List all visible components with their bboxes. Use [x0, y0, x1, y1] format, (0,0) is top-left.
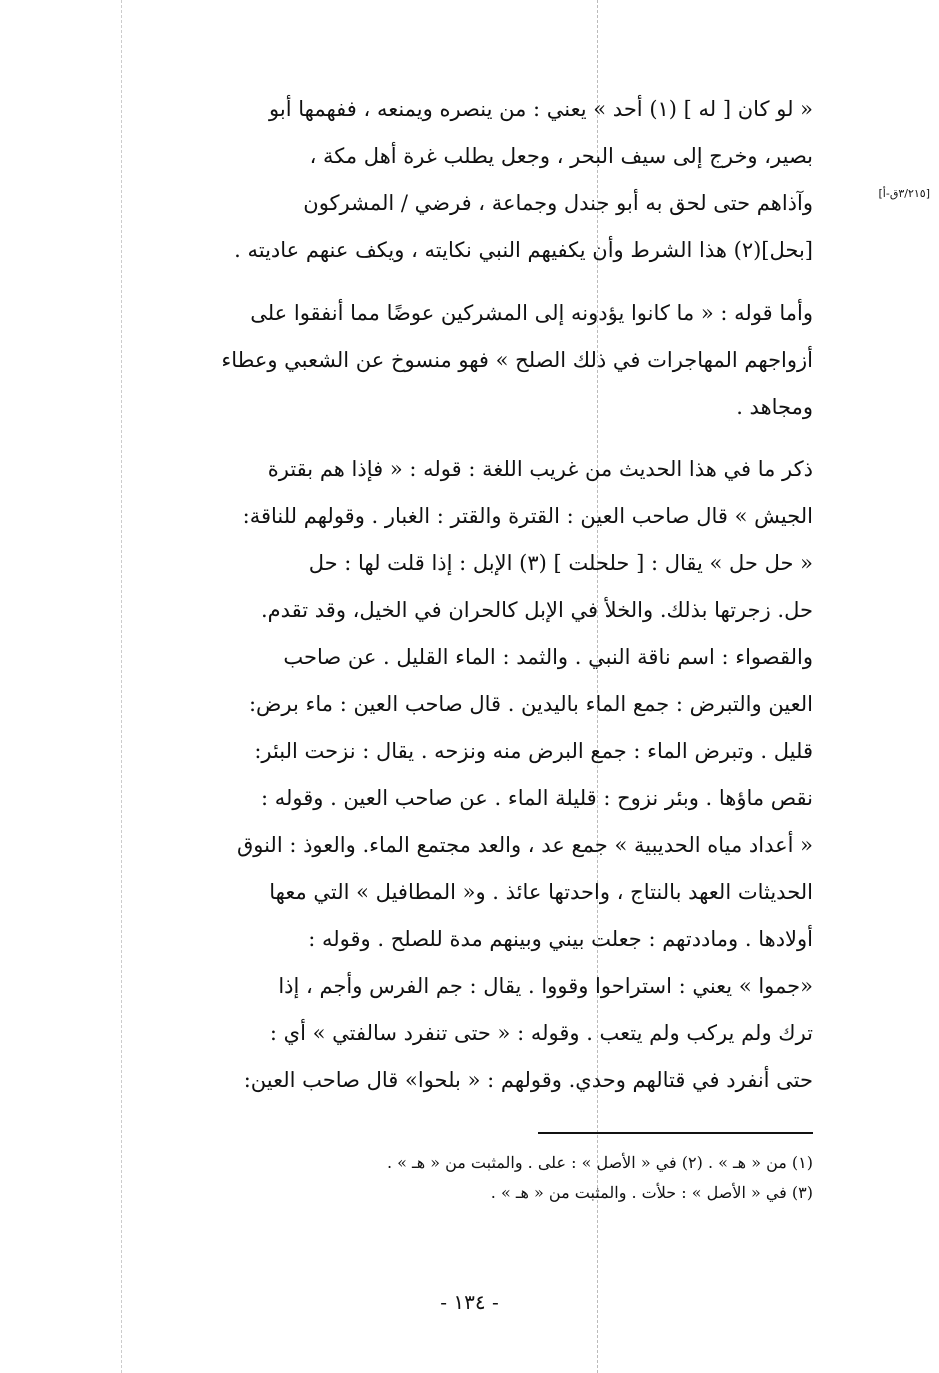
- text-line: حل. زجرتها بذلك. والخلأ في الإبل كالحران في الخيل، وقد تقدم.: [260, 598, 813, 622]
- footnotes: [180, 1148, 813, 1208]
- text-line: أولادها . وماددتهم : جعلت بيني وبينهم مدة للصلح . وقوله :: [308, 927, 813, 951]
- text-line: الجيش » قال صاحب العين : القترة والقتر : الغبار . وقولهم للناقة:: [242, 504, 813, 528]
- text-line: قليل . وتبرض الماء : جمع البرض منه ونزحه . يقال : نزحت البئر:: [254, 739, 813, 763]
- page-number: - ١٣٤ -: [440, 1290, 499, 1314]
- text-line: أزواجهم المهاجرات في ذلك الصلح » فهو منسوخ عن الشعبي وعطاء: [221, 348, 813, 372]
- text-line: ذكر ما في هذا الحديث من غريب اللغة : قوله : « فإذا هم بقترة: [267, 457, 813, 481]
- text-line: وأما قوله : « ما كانوا يؤدونه إلى المشركين عوضًا مما أنفقوا على: [250, 301, 813, 325]
- text-line: «جموا » يعني : استراحوا وقووا . يقال : جم الفرس وأجم ، إذا: [278, 974, 813, 998]
- footnote-line: (١) من « هـ » . (٢) في « الأصل » : على . والمثبت من « هـ » .: [386, 1153, 813, 1172]
- text-line: ومجاهد .: [736, 395, 813, 419]
- text-line: والقصواء : اسم ناقة النبي . والثمد : الماء القليل . عن صاحب: [283, 645, 813, 669]
- text-line: وآذاهم حتى لحق به أبو جندل وجماعة ، فرضي / المشركون: [303, 191, 813, 215]
- text-line: ترك ولم يركب ولم يتعب . وقوله : « حتى تنفرد سالفتي » أي :: [269, 1021, 813, 1045]
- footnote-separator: [538, 1132, 813, 1134]
- text-line: « أعداد مياه الحديبية » جمع عد ، والعد مجتمع الماء. والعوذ : النوق: [236, 833, 813, 857]
- text-line: بصير، وخرج إلى سيف البحر ، وجعل يطلب غرة أهل مكة ،: [309, 144, 813, 168]
- footnote-line: (٣) في « الأصل » : حلأت . والمثبت من « هـ » .: [490, 1183, 813, 1202]
- text-line: « لو كان [ له ] (١) أحد » يعني : من ينصره ويمنعه ، ففهمها أبو: [269, 97, 813, 121]
- text-line: نقص ماؤها . وبئر نزوح : قليلة الماء . عن صاحب العين . وقوله :: [260, 786, 813, 810]
- text-line: العين والتبرض : جمع الماء باليدين . قال صاحب العين : ماء برض:: [248, 692, 813, 716]
- paragraph-3: [128, 446, 813, 1104]
- paragraph-2: [128, 290, 813, 431]
- margin-manuscript-reference: [٣/٢١٥ق-أ]: [878, 187, 930, 200]
- text-line: الحديثات العهد بالنتاج ، واحدتها عائذ . و« المطافيل » التي معها: [269, 880, 813, 904]
- scan-edge-line: [121, 0, 122, 1373]
- text-line: حتى أنفرد في قتالهم وحدي. وقولهم : « بلحوا» قال صاحب العين:: [243, 1068, 813, 1092]
- text-line: « حل حل » يقال : [ حلحلت ] (٣) الإبل : إذا قلت لها : حل: [308, 551, 813, 575]
- paragraph-1: [128, 86, 813, 274]
- text-line: [بحل](٢) هذا الشرط وأن يكفيهم النبي نكايته ، ويكف عنهم عاديته .: [234, 238, 813, 262]
